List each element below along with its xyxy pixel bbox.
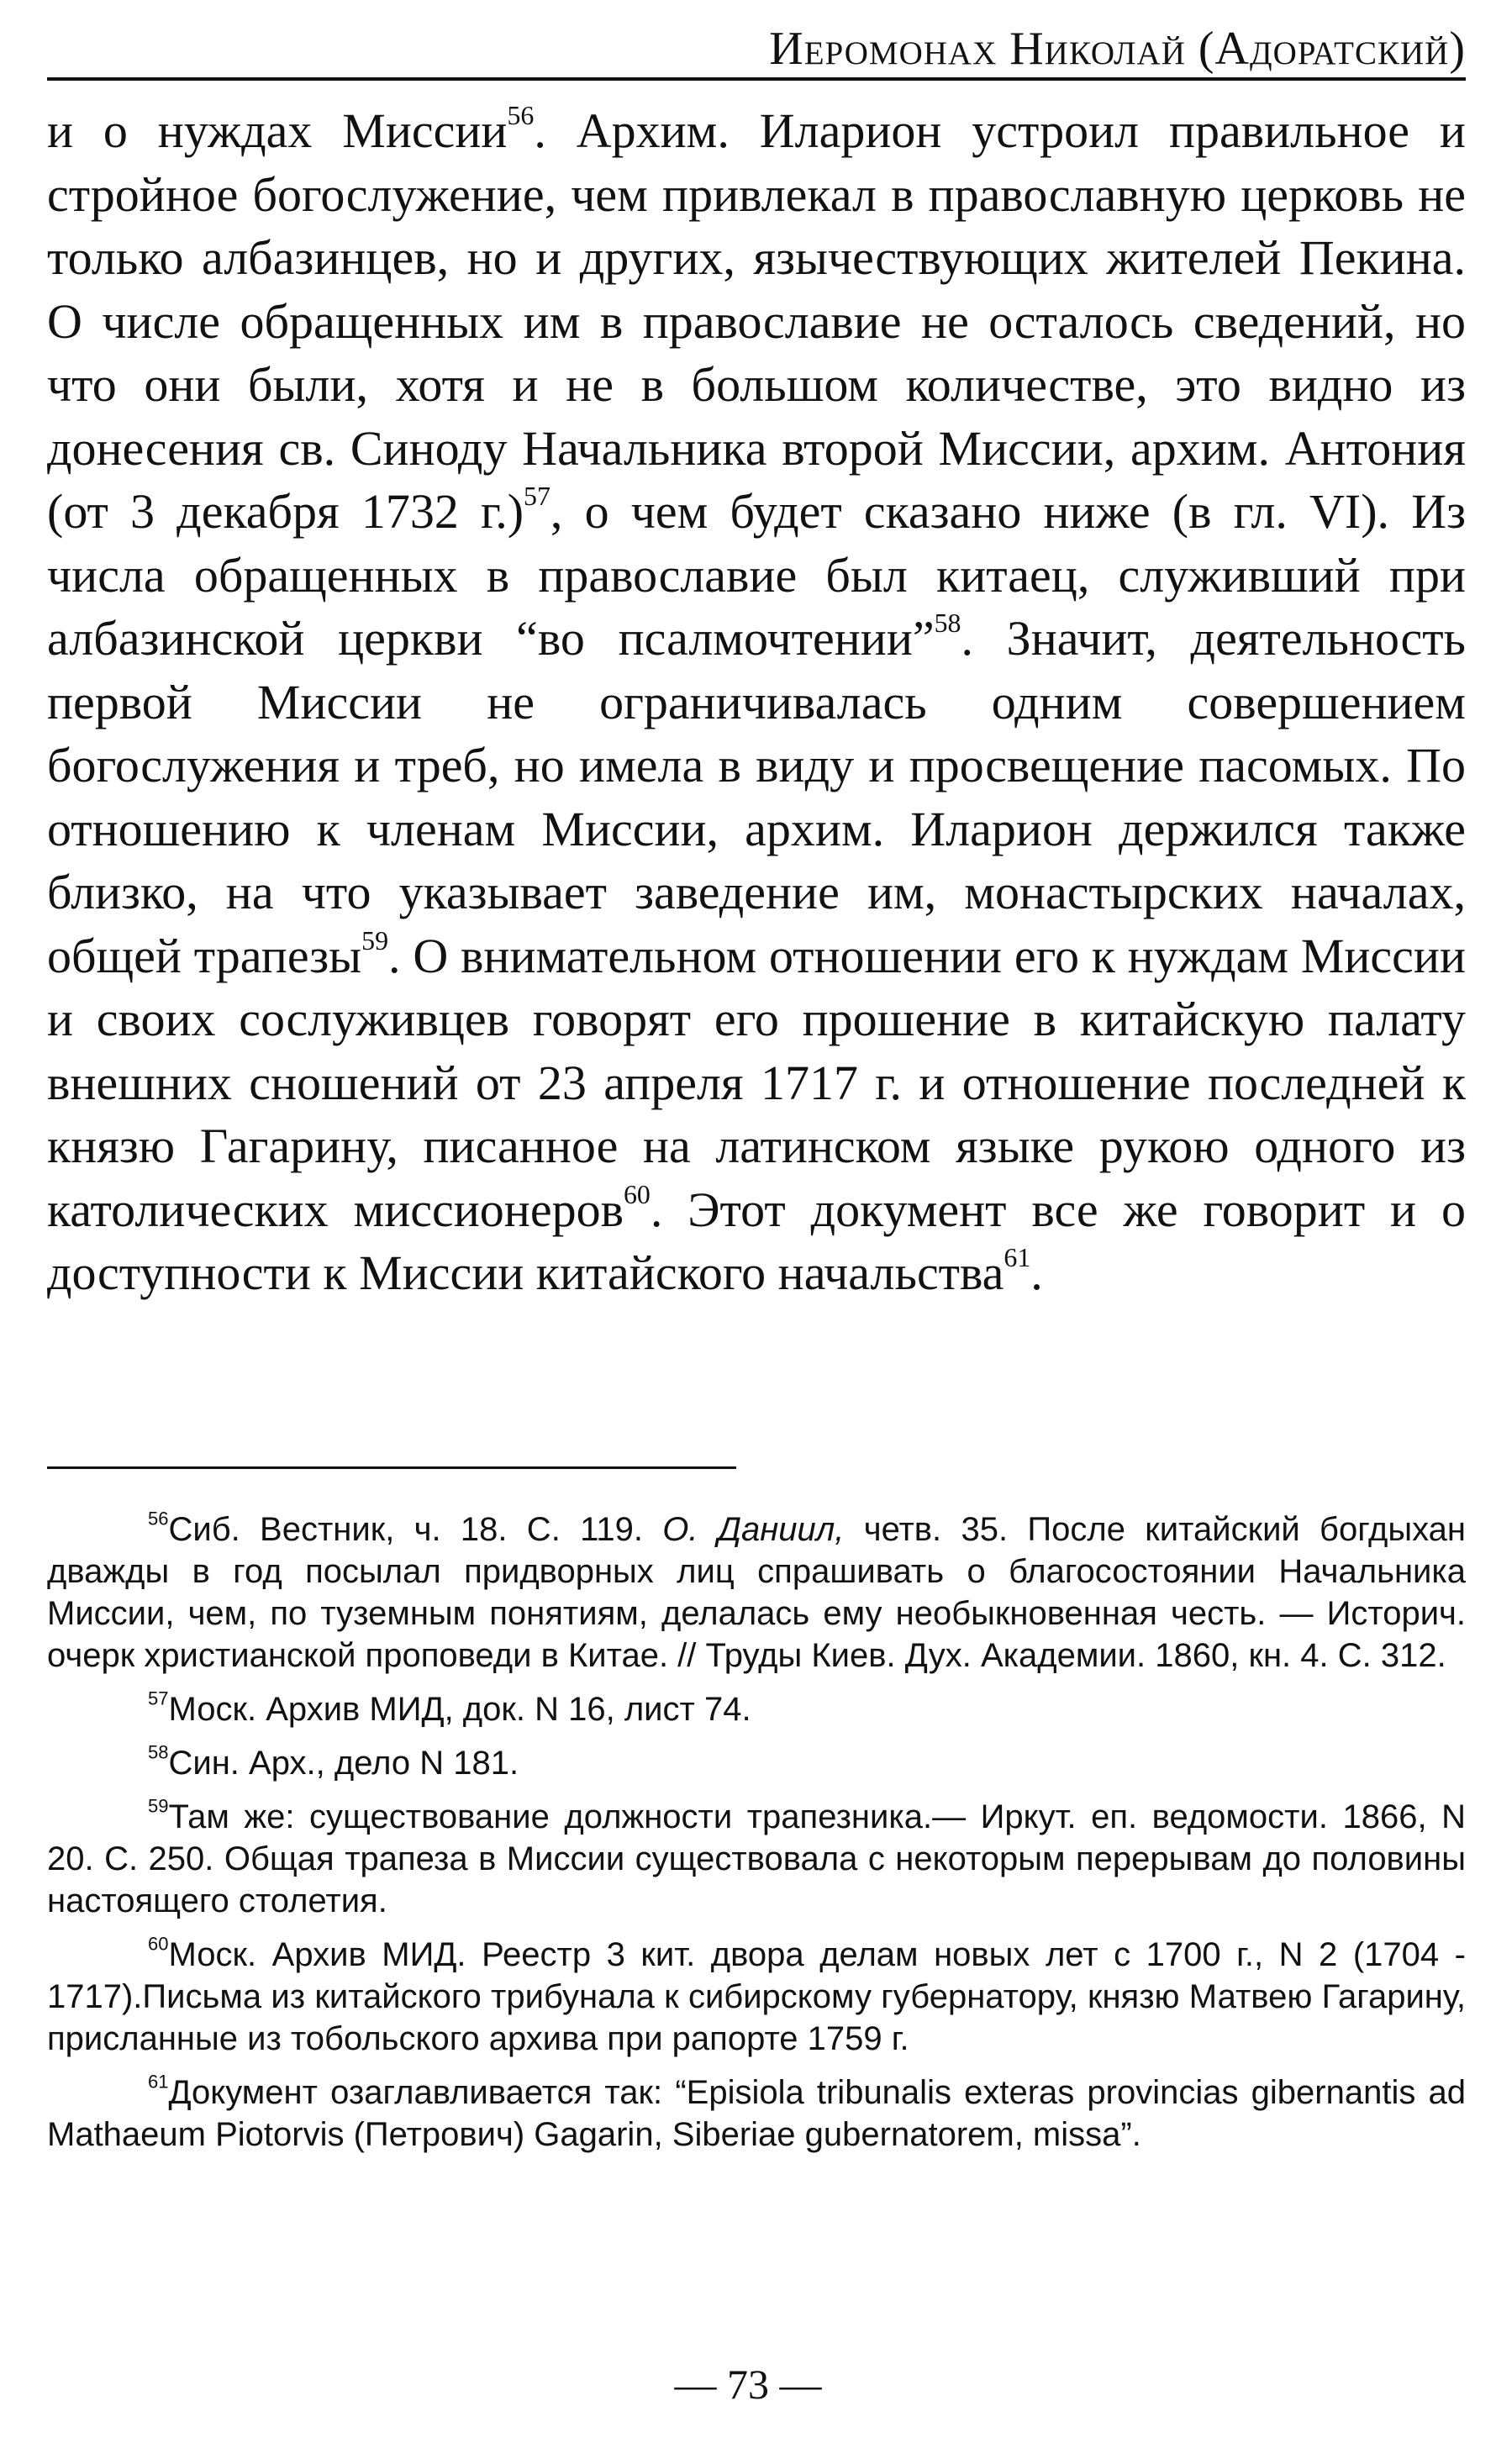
footnote-text: четв. 35. После китайский богдыхан дважды в год посылал придворных лиц спрашивать о благосостоянии Начальника Миссии, чем, по туземным понятиям, делалась ему необыкновенная честь. — Историч. очерк христианской проповеди в Китае. // Труды Киев. Дух. Академии. 1860, кн. 4. С. 312. <box>47 1511 1466 1674</box>
footnote-number: 56 <box>148 1508 169 1529</box>
footnote-text: Моск. Архив МИД, док. N 16, лист 74. <box>168 1691 751 1728</box>
footnote-text: Моск. Архив МИД. Реестр 3 кит. двора делам новых лет с 1700 г., N 2 (1704 - 1717).Письма из китайского трибунала к сибирскому губернатору, князю Матвею Гагарину, присланные из тобольского архива при рапорте 1759 г. <box>47 1936 1466 2057</box>
body-text-1: и о нуждах Миссии <box>47 103 508 158</box>
footnote-ref-61: 61 <box>1003 1242 1031 1272</box>
footnote-number: 59 <box>148 1795 169 1817</box>
footnote-56 <box>47 1508 1466 1677</box>
footnote-ref-58: 58 <box>934 608 961 638</box>
footnotes <box>47 1508 1466 2167</box>
footnote-ref-56: 56 <box>507 100 535 130</box>
footnote-number: 58 <box>148 1741 169 1763</box>
main-paragraph <box>47 99 1466 1305</box>
running-head: Иеромонах Николай (Адоратский) <box>769 23 1466 75</box>
footnote-ref-60: 60 <box>623 1179 651 1209</box>
footnote-text: Сиб. Вестник, ч. 18. С. 119. <box>168 1511 663 1548</box>
footnote-rule <box>47 1466 736 1469</box>
footnote-61 <box>47 2072 1466 2156</box>
body-text-5: . О внимательном отношении его к нуждам Миссии и своих сослуживцев говорят его прошение в китайскую палату внешних сношений от 23 апреля 1717 г. и отношение последней к князю Гагарину, писанное на латинском языке рукою одного из католических миссионеров <box>47 928 1466 1237</box>
footnote-60 <box>47 1934 1466 2060</box>
footnote-text: Документ озаглавливается так: “Episiola tribunalis exteras provincias gibernantis ad Mathaeum Piotorvis (Петрович) Gagarin, Siberiae gubernatorem, missa”. <box>47 2074 1466 2153</box>
footnote-number: 60 <box>148 1933 169 1955</box>
footnote-ref-57: 57 <box>524 481 550 511</box>
header-rule <box>47 77 1466 81</box>
footnote-59 <box>47 1796 1466 1922</box>
footnote-author: О. Даниил, <box>662 1511 845 1548</box>
footnote-58 <box>47 1742 1466 1784</box>
body-text-3: , о чем будет сказано ниже (в гл. VI). Из числа обращенных в православие был китаец, служивший при албазинской церкви “во псалмочтении” <box>47 484 1466 666</box>
body-text-6: . Этот документ все же говорит и о доступности к Миссии китайского начальства <box>47 1182 1466 1300</box>
footnote-text: Там же: существование должности трапезника.— Иркут. еп. ведомости. 1866, N 20. С. 250. Общая трапеза в Миссии существовала с некоторым перерывам до половины настоящего столетия. <box>47 1798 1466 1919</box>
footnote-text: Син. Арх., дело N 181. <box>168 1745 519 1782</box>
footnote-57 <box>47 1688 1466 1730</box>
footnote-number: 57 <box>148 1687 169 1709</box>
body-text-2: . Архим. Иларион устроил правильное и стройное богослужение, чем привлекал в православную церковь не только албазинцев, но и других, язычествующих жителей Пекина. О числе обращенных им в православие не осталось сведений, но что они были, хотя и не в большом количестве, это видно из донесения св. Синоду Начальника второй Миссии, архим. Антония (от 3 декабря 1732 г.) <box>47 103 1466 539</box>
footnote-ref-59: 59 <box>361 925 389 956</box>
body-text-4: . Значит, деятельность первой Миссии не ограничивалась одним совершением богослужения и треб, но имела в виду и просвещение пасомых. По отношению к членам Миссии, архим. Иларион держился также близко, на что указывает заведение им, монастырских началах, общей трапезы <box>47 611 1466 983</box>
footnote-number: 61 <box>148 2071 169 2093</box>
page-number: — 73 — <box>674 2361 822 2408</box>
body-text-7: . <box>1030 1245 1043 1300</box>
